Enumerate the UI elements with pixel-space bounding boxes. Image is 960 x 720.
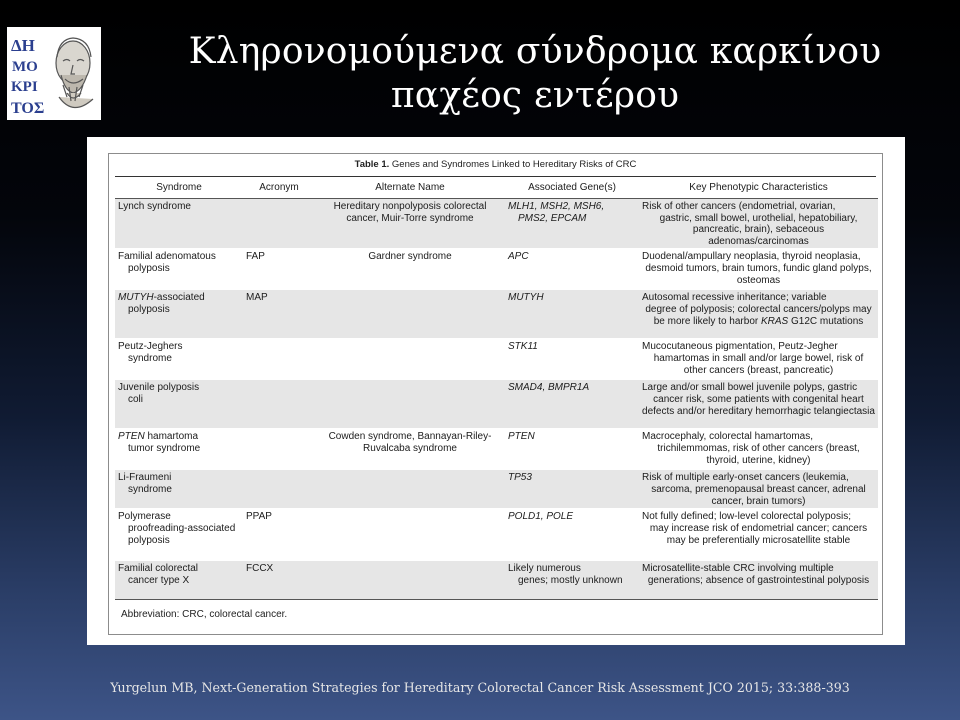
table-row bbox=[115, 470, 878, 509]
syndrome-name-cont: coli bbox=[128, 393, 144, 405]
syndromes-table bbox=[115, 177, 878, 600]
key-rest: degree of polyposis; colorectal cancers/polyps may be more likely to harbor KRAS G12C mutations bbox=[645, 303, 872, 327]
key-rest: hamartomas in small and/or large bowel, risk of other cancers (breast, pancreatic) bbox=[653, 352, 864, 376]
key-first-line: Macrocephaly, colorectal hamartomas, bbox=[642, 431, 813, 443]
table-image-panel bbox=[87, 137, 905, 645]
cell-alternate-name bbox=[315, 339, 505, 380]
key-rest: trichilemmomas, risk of other cancers (breast, thyroid, uterine, kidney) bbox=[657, 442, 860, 466]
header-key-characteristics: Key Phenotypic Characteristics bbox=[639, 177, 878, 199]
table-frame bbox=[108, 153, 883, 635]
table-header-row bbox=[115, 177, 878, 199]
gene-list-cont: genes; mostly unknown bbox=[518, 574, 623, 586]
gene-list: APC bbox=[508, 251, 529, 263]
cell-syndrome bbox=[115, 380, 243, 429]
cell-syndrome bbox=[115, 339, 243, 380]
key-first-line: Mucocutaneous pigmentation, Peutz-Jegher bbox=[642, 341, 838, 353]
cell-associated-genes bbox=[505, 290, 639, 339]
syndrome-name-cont: cancer type X bbox=[128, 574, 190, 586]
cell-key-characteristics bbox=[639, 561, 878, 600]
table-row bbox=[115, 290, 878, 339]
syndrome-name-cont: polyposis bbox=[128, 262, 170, 274]
citation: Yurgelun MB, Next-Generation Strategies for Hereditary Colorectal Cancer Risk Assessment JCO 2015; 33:388-393 bbox=[110, 680, 850, 695]
cell-associated-genes bbox=[505, 509, 639, 561]
cell-key-characteristics bbox=[639, 509, 878, 561]
key-rest: may increase risk of endometrial cancer; cancers may be preferentially microsatellite stable bbox=[649, 522, 868, 546]
key-first-line: Duodenal/ampullary neoplasia, thyroid neoplasia, bbox=[642, 251, 861, 263]
svg-text:ΤΟΣ: ΤΟΣ bbox=[11, 100, 45, 117]
cell-associated-genes bbox=[505, 470, 639, 509]
table-row bbox=[115, 199, 878, 249]
cell-acronym: FAP bbox=[243, 249, 315, 290]
table-row bbox=[115, 380, 878, 429]
gene-list: MUTYH bbox=[508, 292, 544, 304]
syndrome-name: Familial colorectal bbox=[118, 563, 199, 575]
cell-acronym: PPAP bbox=[243, 509, 315, 561]
syndrome-name: Polymerase bbox=[118, 511, 171, 523]
key-rest: generations; absence of gastrointestinal polyposis bbox=[647, 574, 870, 586]
svg-text:ΚΡΙ: ΚΡΙ bbox=[11, 79, 38, 95]
cell-syndrome bbox=[115, 429, 243, 470]
cell-key-characteristics bbox=[639, 429, 878, 470]
cell-acronym bbox=[243, 199, 315, 249]
cell-syndrome bbox=[115, 509, 243, 561]
cell-associated-genes bbox=[505, 380, 639, 429]
key-first-line: Not fully defined; low-level colorectal polyposis; bbox=[642, 511, 851, 523]
cell-syndrome bbox=[115, 199, 243, 249]
cell-alternate-name bbox=[315, 290, 505, 339]
cell-acronym bbox=[243, 339, 315, 380]
cell-alternate-name: Hereditary nonpolyposis colorectal cancer, Muir-Torre syndrome bbox=[315, 199, 505, 249]
cell-syndrome bbox=[115, 290, 243, 339]
cell-associated-genes bbox=[505, 561, 639, 600]
cell-associated-genes bbox=[505, 249, 639, 290]
table-caption bbox=[115, 154, 876, 177]
gene-list: STK11 bbox=[508, 341, 538, 353]
cell-acronym bbox=[243, 429, 315, 470]
cell-key-characteristics bbox=[639, 339, 878, 380]
cell-syndrome bbox=[115, 561, 243, 600]
syndrome-name: PTEN hamartoma bbox=[118, 431, 199, 443]
cell-acronym bbox=[243, 470, 315, 509]
slide-title-line-2: παχέος εντέρου bbox=[390, 75, 680, 116]
svg-text:ΜΟ: ΜΟ bbox=[12, 59, 38, 75]
cell-key-characteristics bbox=[639, 380, 878, 429]
institution-logo bbox=[7, 27, 101, 120]
abbreviation-note: Abbreviation: CRC, colorectal cancer. bbox=[121, 609, 288, 620]
table-caption-label: Table 1. bbox=[354, 159, 390, 170]
slide-title-line-1: Κληρονομούμενα σύνδρομα καρκίνου bbox=[188, 31, 882, 72]
cell-acronym: FCCX bbox=[243, 561, 315, 600]
header-syndrome: Syndrome bbox=[115, 177, 243, 199]
syndrome-name: Juvenile polyposis bbox=[118, 382, 200, 394]
cell-key-characteristics bbox=[639, 470, 878, 509]
cell-alternate-name bbox=[315, 509, 505, 561]
key-rest: gastric, small bowel, urothelial, hepatobiliary, pancreatic, brain), sebaceous adenomas/carcinomas bbox=[659, 212, 858, 247]
syndrome-name-cont: proofreading-associated polyposis bbox=[128, 522, 236, 546]
key-first-line: Risk of multiple early-onset cancers (leukemia, bbox=[642, 472, 849, 484]
header-alternate-name: Alternate Name bbox=[315, 177, 505, 199]
gene-list: MLH1, MSH2, MSH6, bbox=[508, 201, 605, 212]
table-row bbox=[115, 249, 878, 290]
logo-emblem-icon bbox=[7, 27, 101, 120]
syndrome-name: Peutz-Jeghers bbox=[118, 341, 183, 353]
cell-key-characteristics bbox=[639, 249, 878, 290]
cell-alternate-name bbox=[315, 561, 505, 600]
gene-list: PTEN bbox=[508, 431, 535, 443]
cell-associated-genes bbox=[505, 199, 639, 249]
cell-syndrome bbox=[115, 249, 243, 290]
slide-title bbox=[110, 30, 960, 118]
table-row bbox=[115, 429, 878, 470]
key-rest: sarcoma, premenopausal breast cancer, adrenal cancer, brain tumors) bbox=[651, 483, 866, 507]
key-rest: desmoid tumors, brain tumors, fundic gland polyps, osteomas bbox=[645, 262, 872, 286]
cell-acronym bbox=[243, 380, 315, 429]
table-caption-text: Genes and Syndromes Linked to Hereditary Risks of CRC bbox=[391, 159, 637, 170]
header-associated-genes: Associated Gene(s) bbox=[505, 177, 639, 199]
gene-list-cont: PMS2, EPCAM bbox=[518, 212, 587, 224]
gene-list: SMAD4, BMPR1A bbox=[508, 382, 590, 394]
gene-list: POLD1, POLE bbox=[508, 511, 574, 523]
table-row bbox=[115, 509, 878, 561]
syndrome-name-cont: syndrome bbox=[128, 483, 172, 495]
syndrome-name-cont: tumor syndrome bbox=[128, 442, 201, 454]
syndrome-name-cont: syndrome bbox=[128, 352, 172, 364]
gene-list: TP53 bbox=[508, 472, 532, 484]
syndrome-name-cont: polyposis bbox=[128, 303, 170, 315]
cell-key-characteristics bbox=[639, 199, 878, 249]
cell-associated-genes bbox=[505, 429, 639, 470]
syndrome-name: Familial adenomatous bbox=[118, 251, 216, 263]
syndrome-name: Lynch syndrome bbox=[118, 201, 191, 212]
key-first-line: Large and/or small bowel juvenile polyps, gastric bbox=[642, 382, 858, 394]
svg-text:ΔΗ: ΔΗ bbox=[11, 36, 35, 55]
cell-alternate-name bbox=[315, 380, 505, 429]
syndrome-name: Li-Fraumeni bbox=[118, 472, 172, 484]
cell-alternate-name bbox=[315, 470, 505, 509]
table-row bbox=[115, 339, 878, 380]
cell-alternate-name: Gardner syndrome bbox=[315, 249, 505, 290]
key-first-line: Risk of other cancers (endometrial, ovarian, bbox=[642, 201, 836, 212]
cell-associated-genes bbox=[505, 339, 639, 380]
key-rest: cancer risk, some patients with congenital heart defects and/or hereditary hemorrhagic telangiectasia bbox=[642, 393, 875, 417]
key-first-line: Microsatellite-stable CRC involving multiple bbox=[642, 563, 834, 575]
key-first-line: Autosomal recessive inheritance; variable bbox=[642, 292, 827, 304]
header-acronym: Acronym bbox=[243, 177, 315, 199]
gene-list: Likely numerous bbox=[508, 563, 581, 575]
cell-alternate-name: Cowden syndrome, Bannayan-Riley-Ruvalcaba syndrome bbox=[315, 429, 505, 470]
cell-key-characteristics bbox=[639, 290, 878, 339]
syndrome-name: MUTYH-associated bbox=[118, 292, 205, 304]
cell-acronym: MAP bbox=[243, 290, 315, 339]
cell-syndrome bbox=[115, 470, 243, 509]
table-row bbox=[115, 561, 878, 600]
